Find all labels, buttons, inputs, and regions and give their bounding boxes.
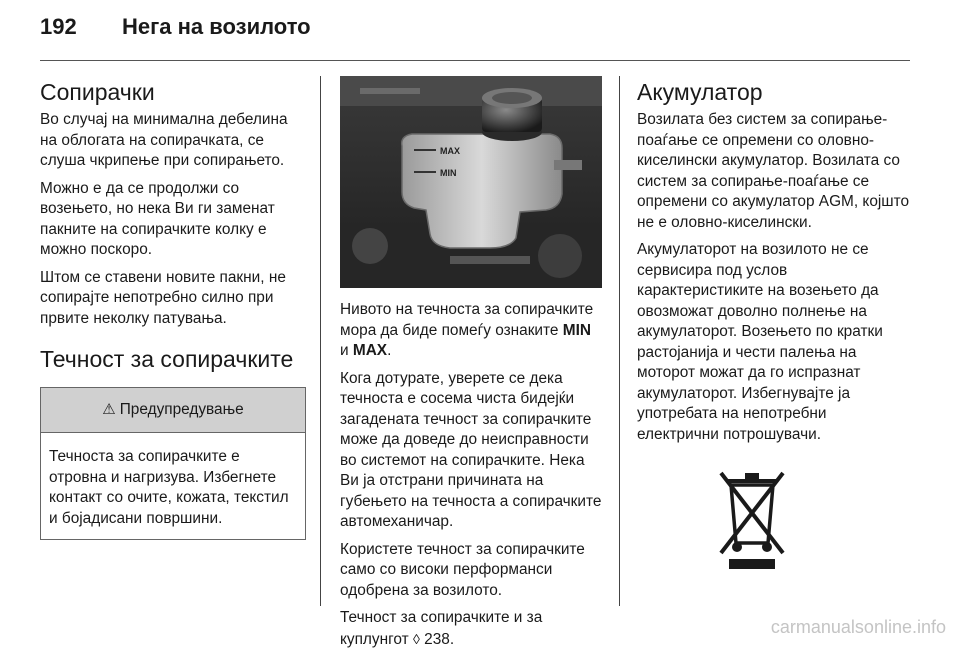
- paragraph: Во случај на минимална дебелина на облогата на сопирачката, се слуша чкрипење при сопирањето.: [40, 111, 288, 169]
- paragraph: Користете течност за сопирачките само со високи перформанси одобрена за возилото.: [340, 540, 585, 599]
- paragraph: Штом се ставени новите пакни, не сопирајте непотребно силно при првите неколку патувања.: [40, 268, 286, 327]
- column-divider-1: [320, 76, 321, 606]
- column-brakes: [40, 72, 306, 540]
- warning-text: Течноста за сопирачките е отровна и нагризува. Избегнете контакт со очите, кожата, текстил и бојадисани површини.: [49, 448, 289, 527]
- page-number: 192: [40, 14, 77, 39]
- column-fluid-level: [340, 76, 602, 657]
- paragraph: Течност за сопирачките и за куплунгот ◊ 238.: [340, 609, 543, 648]
- paragraph: Возилата без систем за сопирање-поаѓање се опремени со оловно-киселински акумулатор. Возилата со систем за сопирање-поаѓање се опремени со акумулатор AGM, којшто не е оловно-киселински.: [637, 111, 910, 231]
- warning-title: Предупредување: [119, 400, 244, 418]
- section-heading-battery: Акумулатор: [637, 79, 763, 105]
- column-divider-2: [619, 76, 620, 606]
- max-mark-label: MAX: [440, 146, 460, 156]
- warning-box: [40, 387, 306, 540]
- paragraph: Можно е да се продолжи со возењето, но нека Ви ги заменат пакните на сопирачките колку е можно поскоро.: [40, 179, 275, 258]
- min-label: MIN: [562, 321, 591, 339]
- header-rule: [40, 60, 910, 61]
- paragraph: Кога дотурате, уверете се дека течноста е сосема чиста бидејќи загадената течност за сопирачките може да доведе до неисправности во системот на сопирачките. Нека Ви ја отстрани причината на губењето на течноста а сопирачките автомеханичар.: [340, 369, 602, 530]
- max-label: MAX: [352, 342, 388, 359]
- reservoir-illustration: [340, 76, 602, 288]
- chapter-title: Нега на возилото: [122, 14, 311, 39]
- page-header: [40, 14, 311, 40]
- watermark: carmanualsonline.info: [770, 617, 946, 637]
- brake-fluid-reservoir-photo: [340, 76, 602, 288]
- crossed-out-bin-icon: [711, 467, 793, 571]
- section-heading-brakes: Сопирачки: [40, 79, 155, 105]
- page-reference-icon: ◊: [412, 630, 420, 647]
- section-heading-brake-fluid: Течност за сопирачките: [40, 346, 294, 372]
- paragraph: Нивото на течноста за сопирачките мора да биде помеѓу ознаките MIN и MAX.: [340, 301, 594, 359]
- warning-triangle-icon: ⚠: [102, 400, 116, 418]
- warning-header: [41, 388, 305, 433]
- page-reference-link[interactable]: 238: [424, 630, 450, 648]
- paragraph: Акумулаторот на возилото не се сервисира под услов карактеристиките на возењето да овозможат доволно полнење на акумулаторот. Возењето по кратки растојанија и чести палења на моторот можат да го испразнат акумулаторот. Избегнувајте ја употребата на непотребни електрични потрошувачи.: [637, 241, 883, 443]
- min-mark-label: MIN: [440, 168, 457, 178]
- column-battery: [637, 72, 912, 571]
